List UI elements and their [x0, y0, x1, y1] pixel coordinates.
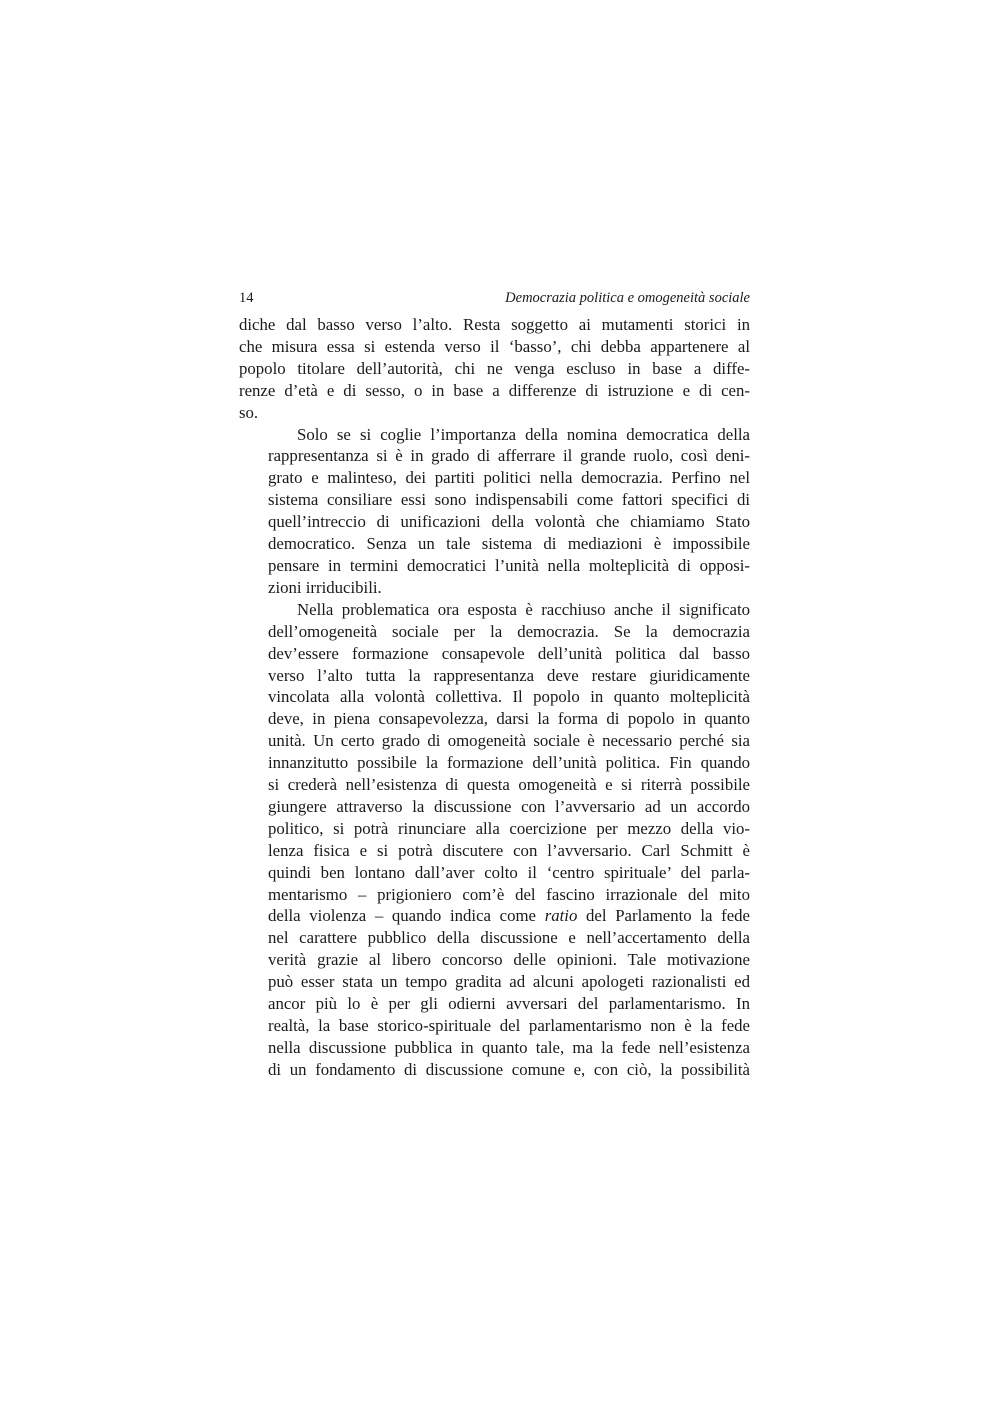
text-line: può esser stata un tempo gradita ad alcuni apologeti razionalisti ed: [268, 972, 750, 992]
italic-word: ratio: [544, 906, 578, 926]
body-text: [239, 314, 750, 1081]
text-line: nel carattere pubblico della discussione e nell’accertamento della: [268, 928, 750, 948]
paragraph-3: [239, 599, 750, 1081]
text-line: che misura essa si estenda verso il ‘basso’, chi debba appartenere al: [239, 336, 750, 356]
text-line: grato e malinteso, dei partiti politici nella democrazia. Perfino nel: [268, 468, 750, 488]
text-line: pensare in termini democratici l’unità nella molteplicità di opposi-: [268, 555, 750, 575]
text-line: so.: [239, 402, 259, 422]
text-line: giungere attraverso la discussione con l’avversario ad un accordo: [268, 796, 750, 816]
text-line: democratico. Senza un tale sistema di mediazioni è impossibile: [268, 534, 750, 554]
text-line: politico, si potrà rinunciare alla coercizione per mezzo della vio-: [268, 818, 750, 838]
book-page: [239, 288, 750, 1081]
line-segment: della violenza – quando indica come: [268, 906, 545, 926]
text-line: rappresentanza si è in grado di afferrare il grande ruolo, così deni-: [268, 446, 750, 466]
text-line: unità. Un certo grado di omogeneità sociale è necessario perché sia: [268, 731, 750, 751]
text-line: si crederà nell’esistenza di questa omogeneità e si riterrà possibile: [268, 775, 750, 795]
text-line: Nella problematica ora esposta è racchiuso anche il significato: [297, 599, 750, 619]
line-segment: del Parlamento la fede: [577, 906, 750, 926]
text-line: deve, in piena consapevolezza, darsi la forma di popolo in quanto: [268, 709, 750, 729]
paragraph-1: [239, 314, 750, 424]
text-line: dev’essere formazione consapevole dell’unità politica dal basso: [268, 643, 750, 663]
text-line: verità grazie al libero concorso delle opinioni. Tale motivazione: [268, 950, 750, 970]
text-line: Solo se si coglie l’importanza della nomina democratica della: [297, 424, 750, 444]
page-number: 14: [239, 290, 254, 306]
running-title: Democrazia politica e omogeneità sociale: [505, 290, 750, 306]
text-line: di un fondamento di discussione comune e, con ciò, la possibilità: [268, 1059, 750, 1079]
text-line: vincolata alla volontà collettiva. Il popolo in quanto molteplicità: [268, 687, 750, 707]
text-line: nella discussione pubblica in quanto tale, ma la fede nell’esistenza: [268, 1037, 750, 1057]
text-line: renze d’età e di sesso, o in base a differenze di istruzione e di cen-: [239, 380, 750, 400]
text-line: ancor più lo è per gli odierni avversari del parlamentarismo. In: [268, 994, 750, 1014]
text-line: diche dal basso verso l’alto. Resta soggetto ai mutamenti storici in: [239, 315, 750, 334]
text-line: lenza fisica e si potrà discutere con l’avversario. Carl Schmitt è: [268, 840, 750, 860]
text-line: innanzitutto possibile la formazione dell’unità politica. Fin quando: [268, 753, 750, 773]
text-line: popolo titolare dell’autorità, chi ne venga escluso in base a diffe-: [239, 358, 750, 378]
running-head: [239, 288, 750, 308]
text-line: sistema consiliare essi sono indispensabili come fattori specifici di: [268, 490, 750, 510]
text-line: quindi ben lontano dall’aver colto il ‘centro spirituale’ del parla-: [268, 862, 750, 882]
text-line: zioni irriducibili.: [268, 577, 382, 597]
text-line: mentarismo – prigioniero com’è del fascino irrazionale del mito: [268, 884, 750, 904]
text-line: quell’intreccio di unificazioni della volontà che chiamiamo Stato: [268, 512, 750, 532]
text-line: dell’omogeneità sociale per la democrazia. Se la democrazia: [268, 621, 750, 641]
text-line: realtà, la base storico-spirituale del parlamentarismo non è la fede: [268, 1016, 750, 1035]
text-line: verso l’alto tutta la rappresentanza deve restare giuridicamente: [268, 665, 750, 685]
paragraph-2: [239, 424, 750, 599]
text-line-with-italic: [239, 905, 750, 927]
